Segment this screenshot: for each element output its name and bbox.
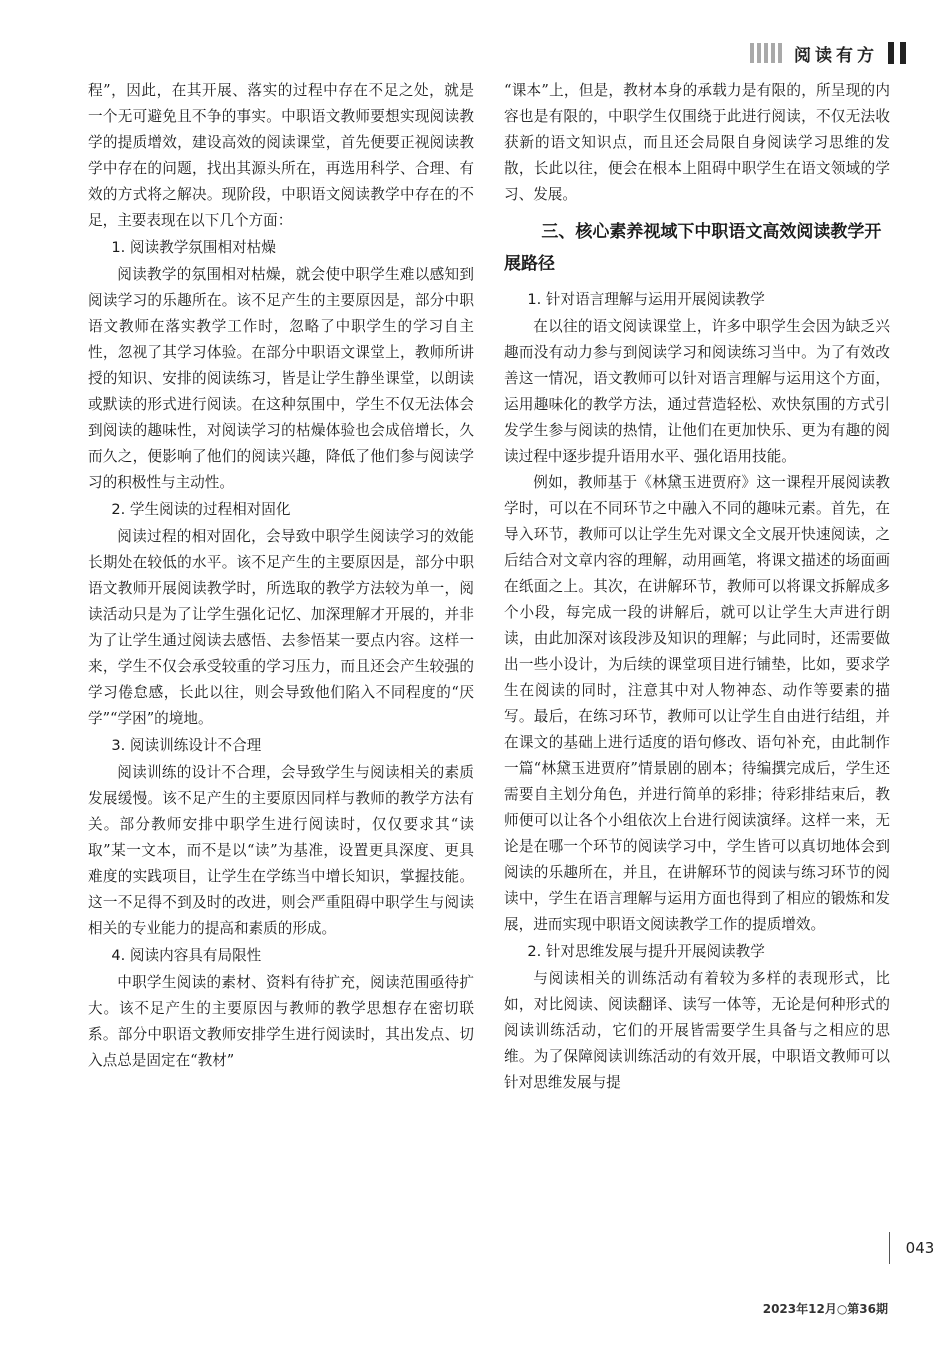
subsection-heading: 4. 阅读内容具有局限性 [111, 947, 262, 964]
subsection-heading: 2. 针对思维发展与提升开展阅读教学 [527, 943, 765, 960]
section-name: 阅读有方 [794, 45, 878, 66]
body-paragraph: 阅读教学的氛围相对枯燥，就会使中职学生难以感知到阅读学习的乐趣所在。该不足产生的主要原因是，部分中职语文教师在落实教学工作时，忽略了中职学生的学习自主性，忽视了其学习体验。在部分中职语文课堂上，教师所讲授的知识、安排的阅读练习，皆是让学生静坐课堂，以朗读或默读的形式进行阅读。在这种氛围中，学生不仅无法体会到阅读的趣味性，对阅读学习的枯燥体验也会成倍增长，久而久之，便影响了他们的阅读兴趣，降低了他们参与阅读学习的积极性与主动性。 [88, 266, 474, 491]
page-number: 043 [889, 1232, 950, 1264]
subsection-heading: 1. 阅读教学氛围相对枯燥 [111, 239, 276, 256]
body-paragraph: 阅读过程的相对固化，会导致中职学生阅读学习的效能长期处在较低的水平。该不足产生的主要原因是，部分中职语文教师开展阅读教学时，所选取的教学方法较为单一，阅读活动只是为了让学生强化记忆、加深理解才开展的，并非为了让学生通过阅读去感悟、去参悟某一要点内容。这样一来，学生不仅会承受较重的学习压力，而且还会产生较强的学习倦怠感，长此以往，则会导致他们陷入不同程度的“厌学”“学困”的境地。 [88, 528, 474, 727]
body-paragraph: 在以往的语文阅读课堂上，许多中职学生会因为缺乏兴趣而没有动力参与到阅读学习和阅读练习当中。为了有效改善这一情况，语文教师可以针对语言理解与运用这个方面，运用趣味化的教学方法，通过营造轻松、欢快氛围的方式引发学生参与阅读的热情，让他们在更加快乐、更为有趣的阅读过程中逐步提升语用水平、强化语用技能。 [504, 318, 890, 465]
subsection-heading: 1. 针对语言理解与运用开展阅读教学 [527, 291, 765, 308]
body-paragraph: 程”，因此，在其开展、落实的过程中存在不足之处，就是一个无可避免且不争的事实。中职语文教师要想实现阅读教学的提质增效，建设高效的阅读课堂，首先便要正视阅读教学中存在的问题，找出其源头所在，再选用科学、合理、有效的方式将之解决。现阶段，中职语文阅读教学中存在的不足，主要表现在以下几个方面： [88, 82, 474, 229]
body-paragraph: “课本”上，但是，教材本身的承载力是有限的，所呈现的内容也是有限的，中职学生仅围绕于此进行阅读，不仅无法收获新的语文知识点，而且还会局限自身阅读学习思维的发散，长此以往，便会在根本上阻碍中职学生在语文领域的学习、发展。 [504, 82, 890, 203]
header-stripes-decoration [750, 43, 782, 63]
subsection-heading: 3. 阅读训练设计不合理 [111, 737, 262, 754]
right-column [504, 78, 890, 1096]
body-paragraph: 例如，教师基于《林黛玉进贾府》这一课程开展阅读教学时，可以在不同环节之中融入不同的趣味元素。首先，在导入环节，教师可以让学生先对课文全文展开快速阅读，之后结合对文章内容的理解，动用画笔，将课文描述的场面画在纸面之上。其次，在讲解环节，教师可以将课文拆解成多个小段，每完成一段的讲解后，就可以让学生大声进行朗读，由此加深对该段涉及知识的理解；与此同时，还需要做出一些小设计，为后续的课堂项目进行铺垫，比如，要求学生在阅读的同时，注意其中对人物神态、动作等要素的描写。最后，在练习环节，教师可以让学生自由进行结组，并在课文的基础上进行适度的语句修改、语句补充，由此制作一篇“林黛玉进贾府”情景剧的剧本；待编撰完成后，学生还需要自主划分角色，并进行简单的彩排；待彩排结束后，教师便可以让各个小组依次上台进行阅读演绎。这样一来，无论是在哪一个环节的阅读学习中，学生皆可以真切地体会到阅读的乐趣所在，并且，在讲解环节的阅读与练习环节的阅读中，学生在语言理解与运用方面也得到了相应的锻炼和发展，进而实现中职语文阅读教学工作的提质增效。 [504, 474, 890, 933]
body-paragraph: 阅读训练的设计不合理，会导致学生与阅读相关的素质发展缓慢。该不足产生的主要原因同样与教师的教学方法有关。部分教师安排中职学生进行阅读时，仅仅要求其“读取”某一文本，而不是以“读”为基准，设置更具深度、更具难度的实践项目，让学生在学练当中增长知识，掌握技能。这一不足得不到及时的改进，则会严重阻碍中职学生与阅读相关的专业能力的提高和素质的形成。 [88, 764, 474, 937]
body-paragraph: 中职学生阅读的素材、资料有待扩充，阅读范围亟待扩大。该不足产生的主要原因与教师的教学思想存在密切联系。部分中职语文教师安排学生进行阅读时，其出发点、切入点总是固定在“教材” [88, 974, 474, 1069]
issue-info: 2023年12月○第36期 [762, 1302, 888, 1316]
subsection-heading: 2. 学生阅读的过程相对固化 [111, 501, 291, 518]
section-heading: 三、核心素养视域下中职语文高效阅读教学开展路径 [504, 222, 882, 274]
running-header [750, 40, 906, 66]
body-paragraph: 与阅读相关的训练活动有着较为多样的表现形式，比如，对比阅读、阅读翻译、读写一体等，无论是何种形式的阅读训练活动，它们的开展皆需要学生具备与之相应的思维。为了保障阅读训练活动的有效开展，中职语文教师可以针对思维发展与提 [504, 970, 890, 1091]
left-column [88, 78, 474, 1074]
header-bar-decoration [888, 42, 894, 64]
header-bar-decoration [900, 42, 906, 64]
